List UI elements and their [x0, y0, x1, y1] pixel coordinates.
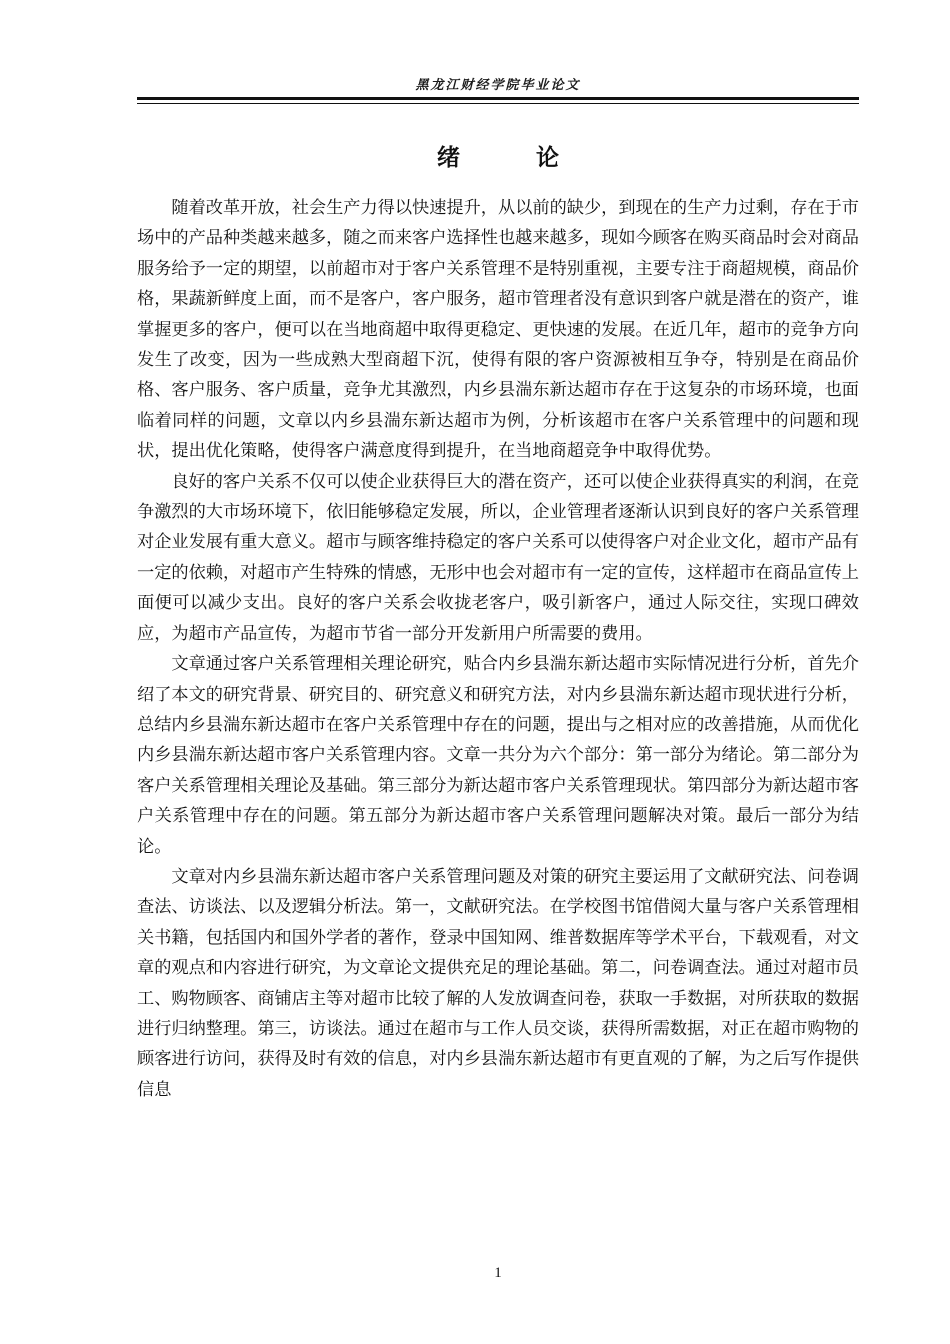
header-rule-thin: [137, 103, 859, 104]
paragraph: 文章通过客户关系管理相关理论研究，贴合内乡县湍东新达超市实际情况进行分析，首先介绍了本文的研究背景、研究目的、研究意义和研究方法，对内乡县湍东新达超市现状进行分析，总结内乡县湍东新达超市在客户关系管理中存在的问题，提出与之相对应的改善措施，从而优化内乡县湍东新达超市客户关系管理内容。文章一共分为六个部分：第一部分为绪论。第二部分为客户关系管理相关理论及基础。第三部分为新达超市客户关系管理现状。第四部分为新达超市客户关系管理中存在的问题。第五部分为新达超市客户关系管理问题解决对策。最后一部分为结论。: [137, 654, 859, 857]
paragraph: 文章对内乡县湍东新达超市客户关系管理问题及对策的研究主要运用了文献研究法、问卷调查法、访谈法、以及逻辑分析法。第一，文献研究法。在学校图书馆借阅大量与客户关系管理相关书籍，包括国内和国外学者的著作，登录中国知网、维普数据库等学术平台，下载观看，对文章的观点和内容进行研究，为文章论文提供充足的理论基础。第二，问卷调查法。通过对超市员工、购物顾客、商铺店主等对超市比较了解的人发放调查问卷，获取一手数据，对所获取的数据进行归纳整理。第三，访谈法。通过在超市与工作人员交谈，获得所需数据，对正在超市购物的顾客进行访问，获得及时有效的信息，对内乡县湍东新达超市有更直观的了解，为之后写作提供信息: [137, 866, 859, 1100]
paragraph: 良好的客户关系不仅可以使企业获得巨大的潜在资产，还可以使企业获得真实的利润，在竞争激烈的大市场环境下，依旧能够稳定发展，所以，企业管理者逐渐认识到良好的客户关系管理对企业发展有重大意义。超市与顾客维持稳定的客户关系可以使得客户对企业文化，超市产品有一定的依赖，对超市产生特殊的情感，无形中也会对超市有一定的宣传，这样超市在商品宣传上面便可以减少支出。良好的客户关系会收拢老客户，吸引新客户，通过人际交往，实现口碑效应，为超市产品宣传，为超市节省一部分开发新用户所需要的费用。: [137, 471, 859, 644]
running-header: 黑龙江财经学院毕业论文: [415, 78, 581, 93]
chapter-title: 绪 论: [436, 145, 593, 171]
page-number: 1: [494, 1265, 502, 1281]
header-rule-thick: [137, 97, 859, 100]
paragraph: 随着改革开放，社会生产力得以快速提升，从以前的缺少，到现在的生产力过剩，存在于市场中的产品种类越来越多，随之而来客户选择性也越来越多，现如今顾客在购买商品时会对商品服务给予一定的期望，以前超市对于客户关系管理不是特别重视，主要专注于商超规模，商品价格，果蔬新鲜度上面，而不是客户，客户服务，超市管理者没有意识到客户就是潜在的资产，谁掌握更多的客户，便可以在当地商超中取得更稳定、更快速的发展。在近几年，超市的竞争方向发生了改变，因为一些成熟大型商超下沉，使得有限的客户资源被相互争夺，特别是在商品价格、客户服务、客户质量，竞争尤其激烈，内乡县湍东新达超市存在于这复杂的市场环境，也面临着同样的问题，文章以内乡县湍东新达超市为例，分析该超市在客户关系管理中的问题和现状，提出优化策略，使得客户满意度得到提升，在当地商超竞争中取得优势。: [137, 198, 859, 462]
body-text: [137, 193, 859, 1105]
